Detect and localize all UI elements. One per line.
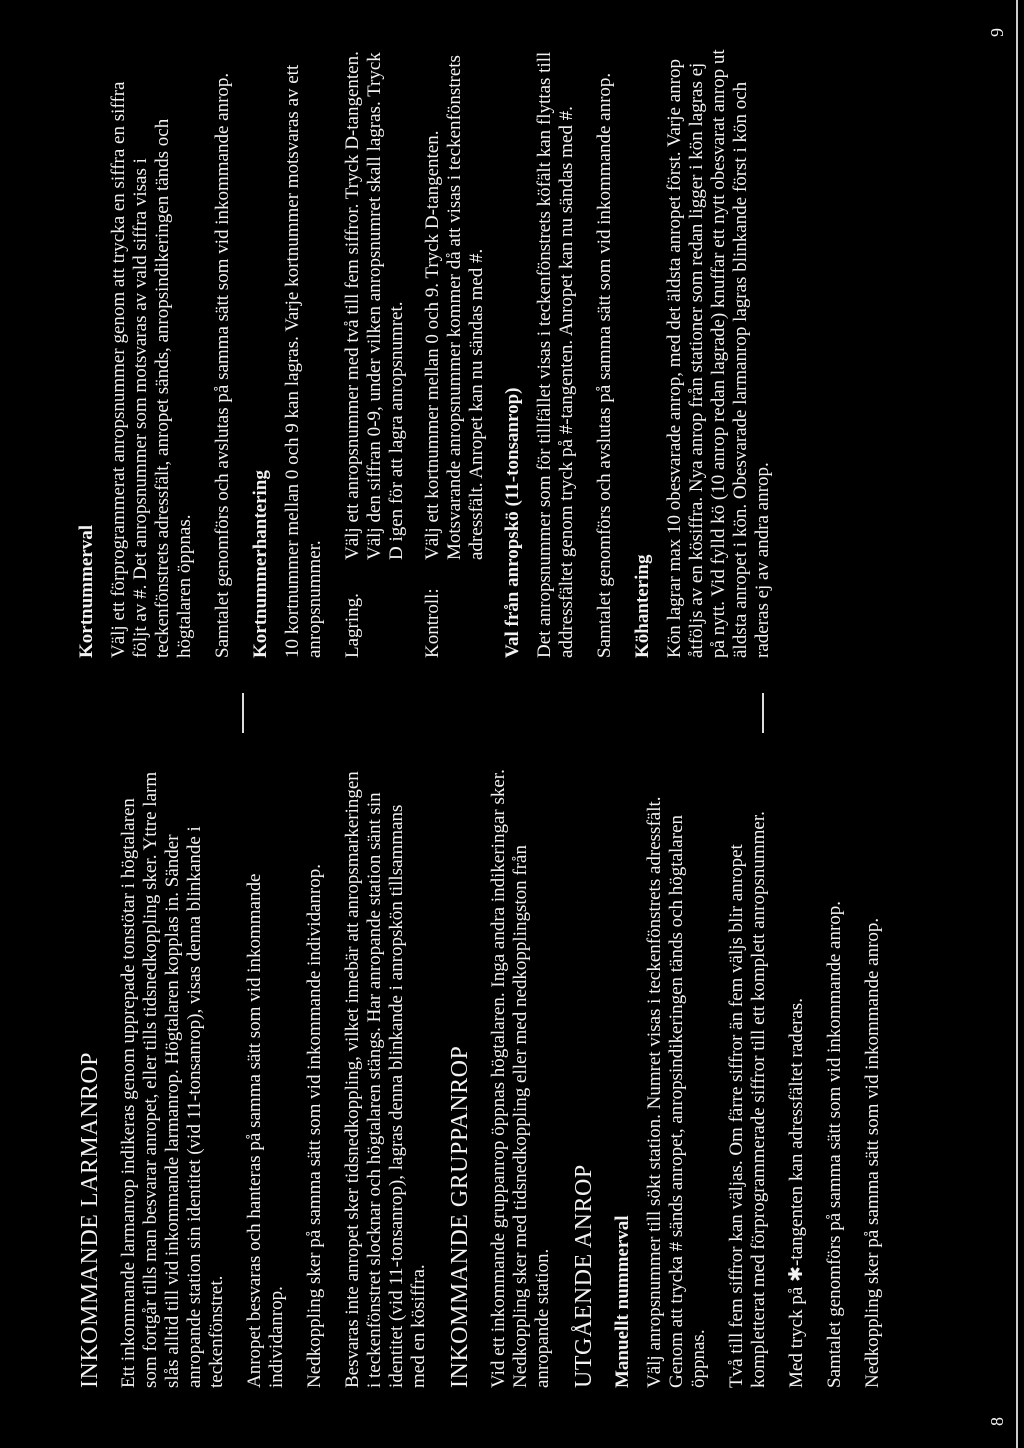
fold-mark: [242, 693, 244, 733]
heading-incoming-alarm: INKOMMANDE LARMANROP: [77, 1051, 103, 1388]
paragraph: Nedkoppling sker på samma sätt som vid inkommande anrop.: [862, 917, 883, 1388]
heading-incoming-group: INKOMMANDE GRUPPANROP: [447, 1045, 473, 1388]
subheading-manual-dial: Manuellt nummerval: [612, 1215, 633, 1388]
paragraph: Med tryck på ✱-tangenten kan adressfältet raderas.: [786, 998, 807, 1388]
subheading-queue-handling: Köhantering: [632, 554, 653, 658]
definition-text: Välj ett anropsnummer med två till fem siffror. Tryck D-tangenten. Välj den siffran 0-9, under vilken anropsnumret skall lagras. Tryck D igen för att lagra anropsnumret.: [342, 51, 407, 560]
paragraph: Besvaras inte anropet sker tidsnedkoppling, vilket innebär att anropsmarkeringen i teckenfönstret slocknar och högtalaren stängs. Har anropande station sänt sin identitet (vid 11-tonsanrop), lagras denna blinkande i anropskön tillsammans med en kösiffra.: [342, 771, 429, 1388]
paragraph: Kön lagrar max 10 obesvarade anrop, med det äldsta anropet först. Varje anrop åtföljs av en kösiffra. Nya anrop från stationer som redan ligger i kön lagras ej på nytt. Vid fylld kö (10 anrop redan lagrade) knuffar ett nytt obesvarat anrop ut äldsta anropet i kön. Obesvarade larmanrop lagras blinkande först i kön och raderas ej av andra anrop.: [664, 49, 773, 658]
page-number-left: 8: [987, 1417, 1007, 1426]
paragraph: Samtalet genomförs och avslutas på samma sätt som vid inkommande anrop.: [594, 72, 615, 658]
subheading-speed-dial: Kortnummerval: [76, 525, 97, 658]
paragraph: Välj ett förprogrammerat anropsnummer genom att trycka en siffra en siffra följt av #. Det anropsnummer som motsvaras av vald siffra visas i teckenfönstrets adressfält, anropet sänds, anropsindikeringen tänds och högtalaren öppnas.: [108, 81, 195, 658]
paragraph: Ett inkommande larmanrop indikeras genom upprepade tonstötar i högtalaren som fortgår tills man besvarar anropet, eller tills tidsnedkoppling sker. Yttre larm slås alltid till vid inkommande larmanrop. Högtalaren kopplas in. Sänder anropande station sin identitet (vid 11-tonsanrop), visas denna blinkande i teckenfönstret.: [118, 771, 227, 1388]
page-edge-line: [1016, 0, 1018, 1448]
paragraph: Två till fem siffror kan väljas. Om färre siffror än fem väljs blir anropet kompletterat med förprogrammerade siffror till ett komplett anropsnummer.: [726, 811, 769, 1388]
subheading-queue-select: Val från anropskö (11-tonsanrop): [502, 387, 523, 658]
definition-storage: [342, 48, 408, 658]
paragraph: Samtalet genomförs och avslutas på samma sätt som vid inkommande anrop.: [212, 72, 233, 658]
subheading-speed-dial-handling: Kortnummerhantering: [250, 470, 271, 658]
definition-label: Lagring.: [342, 593, 363, 658]
paragraph: Vid ett inkommande gruppanrop öppnas högtalaren. Inga andra indikeringar sker. Nedkoppling sker med tidsnedkoppling eller med nedkopplingston från anropande station.: [488, 769, 553, 1388]
right-page: [76, 48, 790, 658]
page-number-right: 9: [987, 28, 1007, 37]
paragraph: Välj anropsnummer till sökt station. Numret visas i teckenfönstrets adressfält. Genom att trycka # sänds anropet, anropsindikeringen tänds och högtalaren öppnas.: [644, 796, 709, 1388]
definition-label: Kontroll:: [422, 588, 443, 658]
fold-mark: [762, 693, 764, 733]
paragraph: Det anropsnummer som för tillfället visas i teckenfönstrets köfält kan flyttas till addressfältet genom tryck på #-tangenten. Anropet kan nu sändas med #.: [534, 51, 577, 658]
heading-outgoing: UTGÅENDE ANROP: [571, 1164, 597, 1388]
paragraph: 10 kortnummer mellan 0 och 9 kan lagras. Varje kortnummer motsvaras av ett anropsnummer.: [282, 64, 325, 658]
paragraph: Nedkoppling sker på samma sätt som vid inkommande individanrop.: [304, 863, 325, 1388]
definition-check: [422, 48, 488, 658]
paragraph: Samtalet genomförs på samma sätt som vid inkommande anrop.: [824, 900, 845, 1388]
left-page: [76, 768, 900, 1388]
paragraph: Anropet besvaras och hanteras på samma sätt som vid inkommande individanrop.: [244, 873, 287, 1388]
definition-text: Välj ett kortnummer mellan 0 och 9. Tryck D-tangenten. Motsvarande anropsnummer kommer då att visas i teckenfönstrets adressfält. Anropet kan nu sändas med #.: [422, 55, 487, 560]
